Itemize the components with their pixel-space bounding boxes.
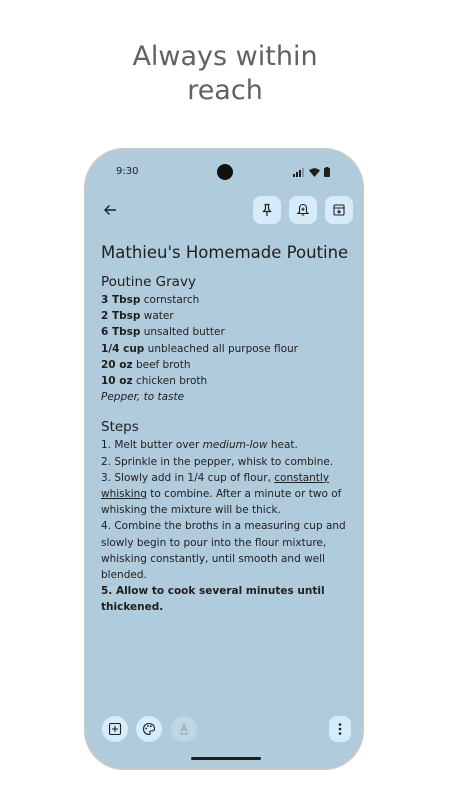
ingredient-item: chicken broth xyxy=(135,375,208,388)
ingredient-qty: 10 oz xyxy=(101,375,133,388)
signal-icon xyxy=(293,168,305,177)
ingredient-qty: 6 Tbsp xyxy=(101,326,141,339)
text-format-button[interactable] xyxy=(171,716,197,742)
ingredient-line xyxy=(101,324,353,340)
palette-icon xyxy=(142,722,156,736)
status-time: 9:30 xyxy=(116,166,139,177)
ingredient-qty: 3 Tbsp xyxy=(101,294,141,306)
ingredient-line xyxy=(101,308,353,324)
gravy-heading: Poutine Gravy xyxy=(101,274,196,290)
camera-cutout xyxy=(217,164,233,180)
ingredient-line xyxy=(101,341,353,357)
section-spacer xyxy=(101,405,353,417)
step-3-underline: constantly whisking xyxy=(101,471,330,501)
bell-plus-icon xyxy=(296,203,310,217)
ingredient-line xyxy=(101,292,353,308)
bottom-toolbar xyxy=(86,716,362,744)
status-icons xyxy=(293,167,330,177)
pin-icon xyxy=(260,203,274,217)
reminder-button[interactable] xyxy=(289,196,317,224)
seasoning-line xyxy=(101,389,353,405)
step-3-before: 3. Slowly add in 1/4 cup of flour, xyxy=(101,471,275,484)
pin-button[interactable] xyxy=(253,196,281,224)
back-button[interactable] xyxy=(98,198,122,222)
status-bar xyxy=(86,164,362,182)
step-1-italic: medium-low xyxy=(202,439,268,452)
ingredient-qty: 20 oz xyxy=(101,358,133,371)
ingredient-item: cornstarch xyxy=(143,294,200,306)
ingredient-line xyxy=(101,373,353,389)
note-content[interactable] xyxy=(101,242,353,616)
ingredient-item: unbleached all purpose flour xyxy=(147,342,298,355)
step-1-after: heat. xyxy=(267,439,298,452)
step-1-before: 1. Melt butter over xyxy=(101,439,203,452)
add-box-icon xyxy=(108,722,122,736)
arrow-back-icon xyxy=(103,203,117,217)
home-indicator[interactable] xyxy=(191,757,261,760)
headline-line-2: reach xyxy=(187,75,263,106)
headline-line-1: Always within xyxy=(132,41,318,72)
battery-icon xyxy=(324,167,330,177)
note-title[interactable]: Mathieu's Homemade Poutine xyxy=(101,243,349,262)
archive-button[interactable] xyxy=(325,196,353,224)
ingredient-item: beef broth xyxy=(135,358,191,371)
wifi-icon xyxy=(309,168,320,177)
ingredient-qty: 2 Tbsp xyxy=(101,310,141,323)
step-5-bold: 5. Allow to cook several minutes until thickened. xyxy=(101,585,325,614)
seasoning-text: Pepper, to taste xyxy=(101,391,185,404)
archive-icon xyxy=(332,203,346,217)
ingredient-item: water xyxy=(143,310,174,323)
more-vert-icon xyxy=(338,722,342,736)
step-4: 4. Combine the broths in a measuring cup and slowly begin to pour into the flour mixture, whisking constantly, until smooth and well blended. xyxy=(101,520,346,582)
palette-button[interactable] xyxy=(136,716,162,742)
ingredient-line xyxy=(101,357,353,373)
step-1 xyxy=(101,437,353,453)
step-2: 2. Sprinkle in the pepper, whisk to combine. xyxy=(101,455,334,468)
note-toolbar xyxy=(86,196,362,224)
step-3-after: to combine. After a minute or two of whisking the mixture will be thick. xyxy=(101,488,342,517)
step-3 xyxy=(101,470,353,519)
add-button[interactable] xyxy=(102,716,128,742)
ingredient-item: unsalted butter xyxy=(143,326,225,339)
steps-heading: Steps xyxy=(101,419,139,436)
phone-frame xyxy=(84,148,364,770)
more-options-button[interactable] xyxy=(329,716,351,742)
promo-headline xyxy=(0,40,450,108)
step-5 xyxy=(101,583,353,615)
text-format-icon xyxy=(177,722,191,736)
ingredient-qty: 1/4 cup xyxy=(101,342,145,355)
